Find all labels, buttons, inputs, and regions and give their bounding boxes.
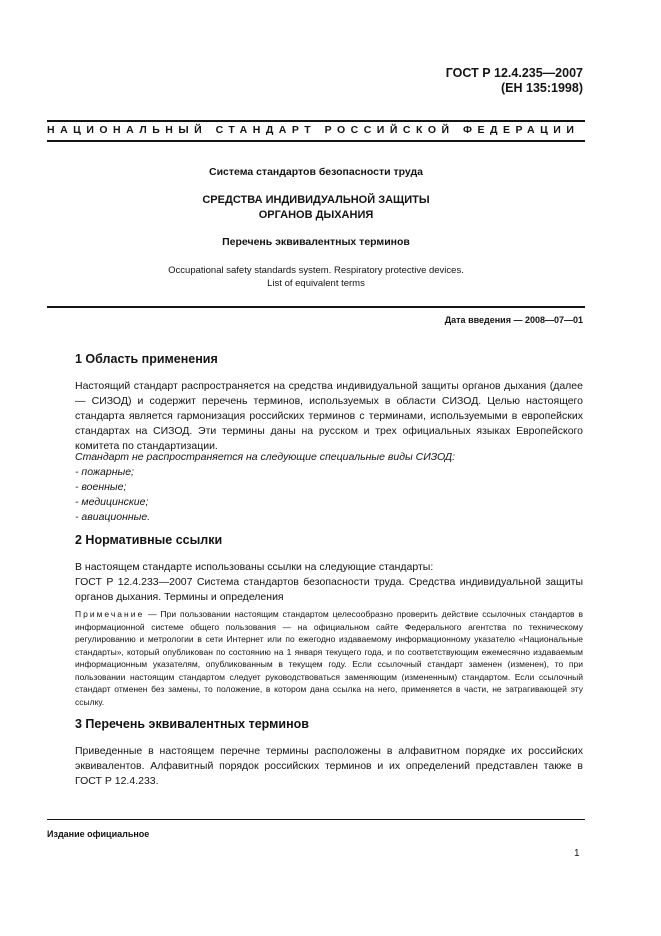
gost-number: ГОСТ Р 12.4.235—2007 xyxy=(445,66,583,80)
document-title xyxy=(47,193,585,223)
footer-rule xyxy=(47,819,585,820)
standard-designation xyxy=(446,66,583,96)
english-title-line1: Occupational safety standards system. Respiratory protective devices. xyxy=(168,265,464,276)
note-text: — При пользовании настоящим стандартом целесообразно проверить действие ссылочных стандартов в информационной системе общего пользования — на официальном сайте Федерального агентства по техническому регулированию и метрологии в сети Интернет или по ежегодно издаваемому информационному указателю «Национальные стандарты», который опубликован по состоянию на 1 января текущего года, и по соответствующим ежемесячно издаваемым информационным указателям, опубликованным в текущем году. Если ссылочный стандарт заменен (изменен), то при пользовании настоящим стандартом следует руководствоваться заменяющим (измененным) стандартом. Если ссылочный стандарт отменен без замены, то положение, в котором дана ссылка на него, применяется в части, не затрагивающей эту ссылку. xyxy=(75,609,583,707)
document-title-line1: СРЕДСТВА ИНДИВИДУАЛЬНОЙ ЗАЩИТЫ xyxy=(202,194,430,206)
document-subtitle: Перечень эквивалентных терминов xyxy=(222,236,410,248)
note-label: Примечание xyxy=(75,609,145,619)
section2-note xyxy=(75,608,583,708)
section1-exclusion-text: Стандарт не распространяется на следующие специальные виды СИЗОД: xyxy=(75,451,456,463)
introduction-date: Дата введения — 2008—07—01 xyxy=(444,315,583,325)
national-standard-banner: НАЦИОНАЛЬНЫЙ СТАНДАРТ РОССИЙСКОЙ ФЕДЕРАЦИИ xyxy=(47,124,580,136)
edition-label: Издание официальное xyxy=(47,829,150,839)
list-item: - пожарные; xyxy=(75,466,134,478)
section3-heading: 3 Перечень эквивалентных терминов xyxy=(75,717,309,731)
section1-paragraph: Настоящий стандарт распространяется на средства индивидуальной защиты органов дыхания (далее — СИЗОД) и содержит перечень терминов, используемых в области СИЗОД. Целью настоящего стандарта является гармонизация российских терминов с терминами, используемыми в европейских стандартах на СИЗОД. Эти термины даны на русском и трех официальных языках Европейского комитета по стандартизации. xyxy=(75,380,583,452)
section2-intro: В настоящем стандарте использованы ссылки на следующие стандарты: xyxy=(75,561,434,573)
standard-system-title: Система стандартов безопасности труда xyxy=(208,166,424,178)
list-item: - медицинские; xyxy=(75,496,149,508)
list-item: - военные; xyxy=(75,481,127,493)
section3-paragraph: Приведенные в настоящем перечне термины расположены в алфавитном порядке их российских эквивалентов. Алфавитный порядок российских терминов и их определений представлен также в ГОСТ Р 12.4.233. xyxy=(75,745,583,787)
list-item: - авиационные. xyxy=(75,511,151,523)
banner-rule xyxy=(47,140,585,142)
en-number: (ЕН 135:1998) xyxy=(501,81,583,95)
top-rule xyxy=(47,120,585,122)
date-rule xyxy=(47,306,585,308)
document-title-line2: ОРГАНОВ ДЫХАНИЯ xyxy=(258,209,374,221)
english-title-line2: List of equivalent terms xyxy=(267,278,365,289)
page-number: 1 xyxy=(574,848,580,859)
section2-reference: ГОСТ Р 12.4.233—2007 Система стандартов безопасности труда. Средства индивидуальной защиты органов дыхания. Термины и определения xyxy=(75,576,583,603)
section1-exclusion-list xyxy=(75,465,583,525)
english-title xyxy=(47,264,585,290)
section2-heading: 2 Нормативные ссылки xyxy=(75,533,223,547)
section1-heading: 1 Область применения xyxy=(75,352,218,366)
